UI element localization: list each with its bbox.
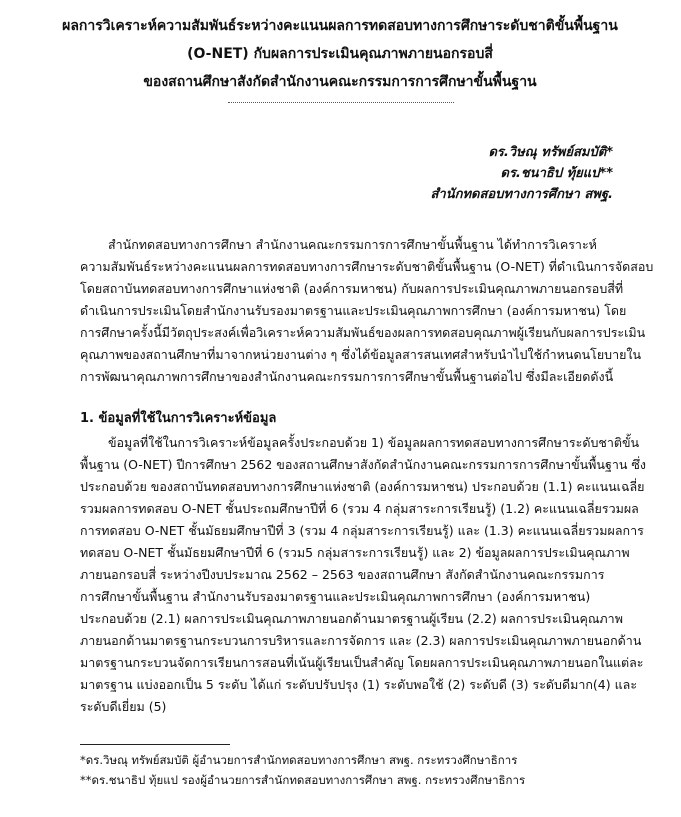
section-line: รวมผลการทดสอบ O-NET ชั้นประถมศึกษาปีที่ 6 (รวม 4 กลุ่มสาระการเรียนรู้) (1.2) คะแนนเฉลี่ยรวมผล bbox=[80, 501, 639, 516]
section-line: ภายนอกรอบสี่ ระหว่างปีงบประมาณ 2562 – 2563 ของสถานศึกษา สังกัดสำนักงานคณะกรรมการ bbox=[80, 567, 605, 582]
title-line-2: (O-NET) กับผลการประเมินคุณภาพภายนอกรอบสี่ bbox=[187, 46, 493, 62]
intro-line: การพัฒนาคุณภาพการศึกษาของสำนักงานคณะกรรมการการศึกษาขั้นพื้นฐานต่อไป ซึ่งมีละเอียดดังนี้ bbox=[80, 369, 614, 384]
section-line: มาตรฐานกระบวนจัดการเรียนการสอนที่เน้นผู้เรียนเป็นสำคัญ โดยผลการประเมินคุณภาพภายนอกในแต่ละ bbox=[80, 655, 644, 670]
intro-line: สำนักทดสอบทางการศึกษา สำนักงานคณะกรรมการการศึกษาขั้นพื้นฐาน ได้ทำการวิเคราะห์ bbox=[108, 237, 597, 252]
intro-line: โดยสถาบันทดสอบทางการศึกษาแห่งชาติ (องค์การมหาชน) กับผลการประเมินคุณภาพภายนอกรอบสี่ที่ bbox=[80, 281, 624, 296]
section-line: การศึกษาขั้นพื้นฐาน สำนักงานรับรองมาตรฐานและประเมินคุณภาพการศึกษา (องค์การมหาชน) bbox=[80, 589, 591, 604]
footnote-2: **ดร.ชนาธิป ทุ้ยแป รองผู้อำนวยการสำนักทดสอบทางการศึกษา สพฐ. กระทรวงศึกษาธิการ bbox=[80, 773, 526, 787]
section-line: ภายนอกด้านมาตรฐานกระบวนการบริหารและการจัดการ และ (2.3) ผลการประเมินคุณภาพภายนอกด้าน bbox=[80, 633, 642, 648]
footnote-1: *ดร.วิษณุ ทรัพย์สมบัติ ผู้อำนวยการสำนักทดสอบทางการศึกษา สพฐ. กระทรวงศึกษาธิการ bbox=[80, 753, 518, 767]
section-line: มาตรฐาน แบ่งออกเป็น 5 ระดับ ได้แก่ ระดับปรับปรุง (1) ระดับพอใช้ (2) ระดับดี (3) ระดับดีมาก(4) และ bbox=[80, 677, 638, 692]
title-line-3: ของสถานศึกษาสังกัดสำนักงานคณะกรรมการการศึกษาขั้นพื้นฐาน bbox=[143, 74, 537, 90]
section-heading: 1. ข้อมูลที่ใช้ในการวิเคราะห์ข้อมูล bbox=[80, 411, 277, 426]
title-separator bbox=[228, 102, 454, 103]
author-2: ดร.ชนาธิป ทุ้ยแป** bbox=[500, 166, 613, 181]
author-1: ดร.วิษณุ ทรัพย์สมบัติ* bbox=[488, 145, 613, 160]
footnote-separator bbox=[80, 744, 230, 745]
section-line: ทดสอบ O-NET ชั้นมัธยมศึกษาปีที่ 6 (รวม5 กลุ่มสาระการเรียนรู้) และ 2) ข้อมูลผลการประเมินคุณภาพ bbox=[80, 545, 630, 560]
section-line: ประกอบด้วย (2.1) ผลการประเมินคุณภาพภายนอกด้านมาตรฐานผู้เรียน (2.2) ผลการประเมินคุณภาพ bbox=[80, 611, 623, 626]
section-line: พื้นฐาน (O-NET) ปีการศึกษา 2562 ของสถานศึกษาสังกัดสำนักงานคณะกรรมการการศึกษาขั้นพื้นฐาน ซึ่ง bbox=[80, 457, 646, 472]
intro-line: คุณภาพของสถานศึกษาที่มาจากหน่วยงานต่าง ๆ ซึ่งได้ข้อมูลสารสนเทศสำหรับนำไปใช้กำหนดนโยบายใน bbox=[80, 347, 642, 362]
section-line: ข้อมูลที่ใช้ในการวิเคราะห์ข้อมูลครั้งประกอบด้วย 1) ข้อมูลผลการทดสอบทางการศึกษาระดับชาติขั้น bbox=[108, 435, 640, 450]
section-line: การทดสอบ O-NET ชั้นมัธยมศึกษาปีที่ 3 (รวม 4 กลุ่มสาระการเรียนรู้) และ (1.3) คะแนนเฉลี่ยรวมผลการ bbox=[80, 523, 644, 538]
section-line: ระดับดีเยี่ยม (5) bbox=[80, 699, 167, 714]
author-office: สำนักทดสอบทางการศึกษา สพฐ. bbox=[430, 187, 613, 202]
section-line: ประกอบด้วย ของสถาบันทดสอบทางการศึกษาแห่งชาติ (องค์การมหาชน) ประกอบด้วย (1.1) คะแนนเฉลี่ย bbox=[80, 479, 645, 494]
intro-line: การศึกษาครั้งนี้มีวัตถุประสงค์เพื่อวิเคราะห์ความสัมพันธ์ของผลการทดสอบคุณภาพผู้เรียนกับผลการประเมิน bbox=[80, 325, 646, 340]
intro-line: ความสัมพันธ์ระหว่างคะแนนผลการทดสอบทางการศึกษาระดับชาติขั้นพื้นฐาน (O-NET) ที่ดำเนินการจัดสอบ bbox=[80, 259, 654, 274]
title-line-1: ผลการวิเคราะห์ความสัมพันธ์ระหว่างคะแนนผลการทดสอบทางการศึกษาระดับชาติขั้นพื้นฐาน bbox=[62, 18, 618, 34]
intro-line: ดำเนินการประเมินโดยสำนักงานรับรองมาตรฐานและประเมินคุณภาพการศึกษา (องค์การมหาชน) โดย bbox=[80, 303, 627, 318]
